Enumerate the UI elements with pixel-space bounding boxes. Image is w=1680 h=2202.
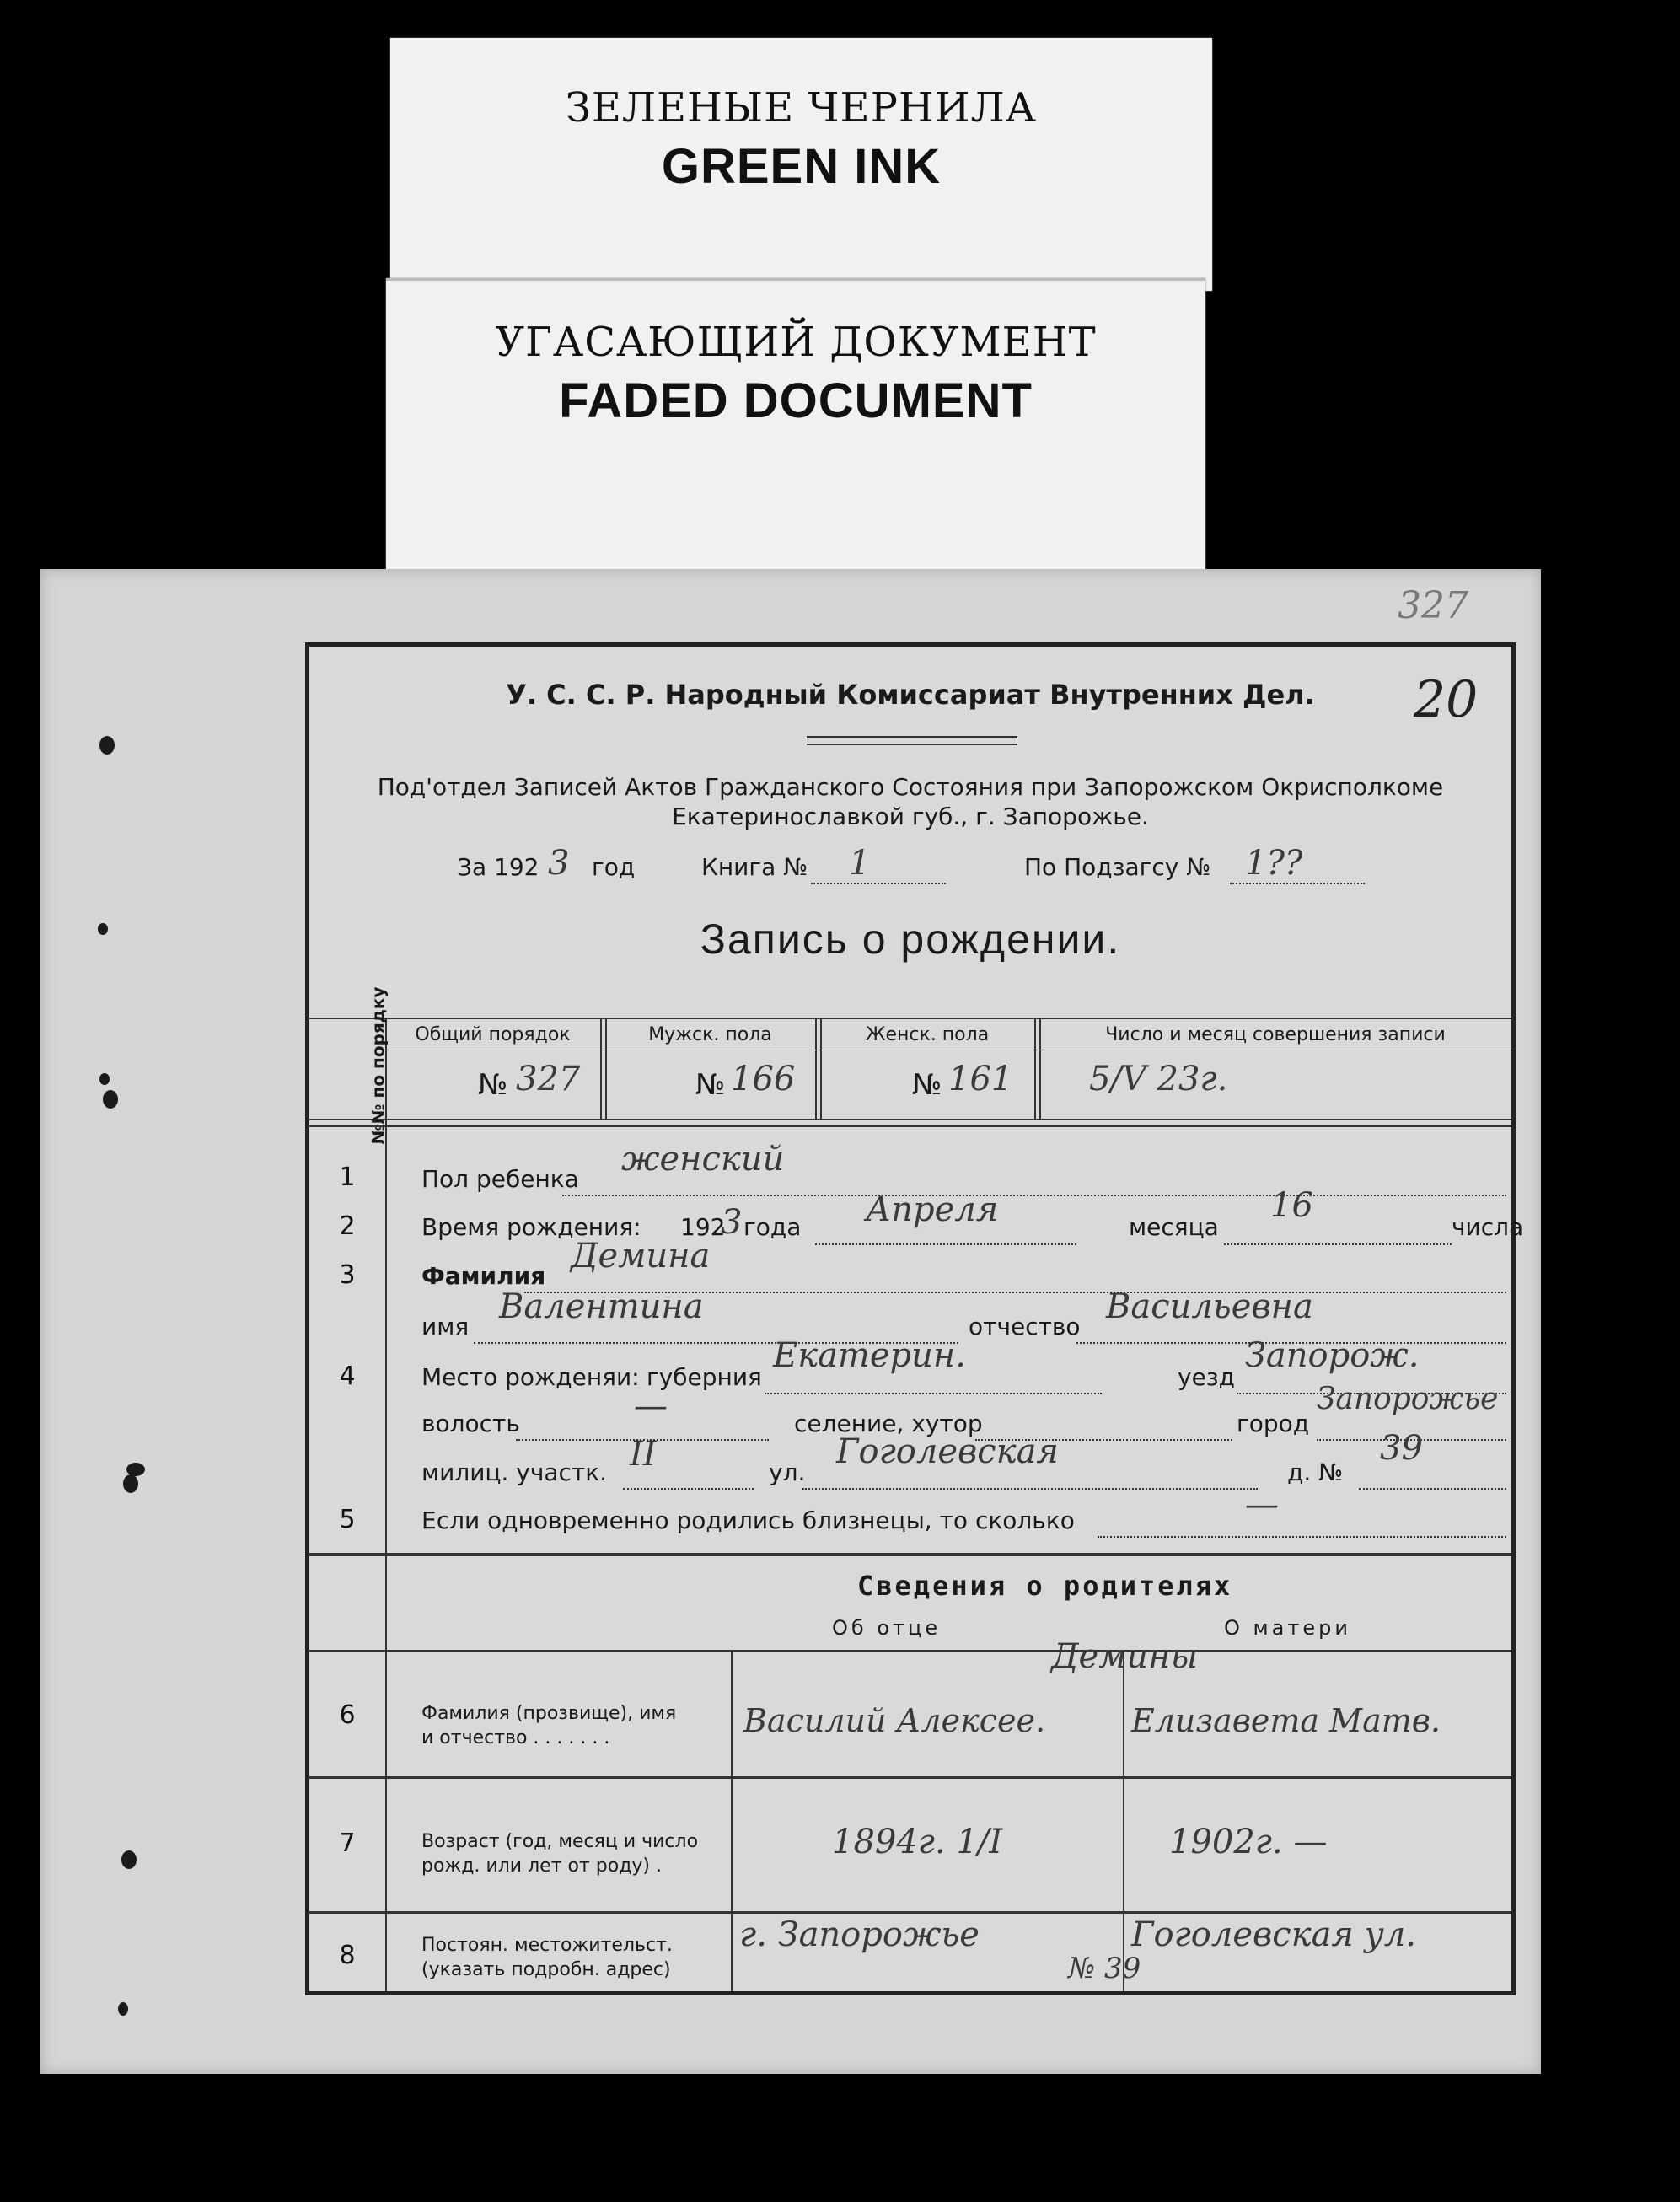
parents-title: Сведения о родителях <box>857 1570 1233 1602</box>
row-number: 5 <box>339 1505 356 1534</box>
binding-hole <box>99 1073 110 1085</box>
table-rule <box>309 1018 1511 1019</box>
district-handwritten: Запорож. <box>1245 1336 1420 1375</box>
volost-handwritten: — <box>634 1387 668 1426</box>
header-rule <box>807 736 1017 738</box>
birth-month-handwritten: Апреля <box>866 1190 999 1229</box>
police-district-field <box>623 1488 754 1490</box>
row-number: 2 <box>339 1211 356 1241</box>
table-rule <box>1034 1018 1036 1119</box>
table-rule <box>385 1018 387 1991</box>
birth-year-suffix: года <box>743 1213 802 1241</box>
birth-day-field <box>1224 1243 1452 1245</box>
parent-address-label-2: (указать подробн. адрес) <box>421 1959 671 1980</box>
birth-day-label: числа <box>1452 1213 1524 1241</box>
row-number: 1 <box>339 1163 356 1192</box>
surname-label: Фамилия <box>421 1262 546 1290</box>
child-sex-label: Пол ребенка <box>421 1165 579 1193</box>
binding-hole <box>121 1850 137 1869</box>
birth-time-label: Время рождения: <box>421 1213 641 1241</box>
binding-hole <box>98 923 108 935</box>
subregistry-label: По Подзагсу № <box>1024 853 1211 881</box>
table-rule <box>309 1911 1511 1914</box>
general-number: 327 <box>516 1060 581 1098</box>
father-address-handwritten: г. Запорожье <box>739 1915 980 1954</box>
female-number-prefix: № <box>912 1068 942 1102</box>
binding-hole <box>99 736 115 755</box>
parent-age-label-2: рожд. или лет от роду) . <box>421 1856 662 1877</box>
year-label: За 192 <box>457 853 539 881</box>
col-header-female: Женск. пола <box>865 1024 990 1045</box>
col-header-male: Мужск. пола <box>648 1024 772 1045</box>
parent-name-label-2: и отчество . . . . . . . <box>421 1727 610 1748</box>
binding-hole <box>123 1474 138 1493</box>
house-label: д. № <box>1287 1458 1344 1486</box>
patronymic-label: отчество <box>969 1313 1081 1340</box>
birth-record-form <box>305 642 1524 1995</box>
book-handwritten: 1 <box>849 844 871 883</box>
province-handwritten: Екатерин. <box>773 1336 966 1375</box>
twins-field <box>1098 1536 1506 1538</box>
parent-address-label-1: Постоян. местожительст. <box>421 1935 673 1956</box>
table-rule <box>731 1650 733 1991</box>
city-handwritten: Запорожье <box>1317 1382 1499 1416</box>
binding-hole <box>103 1090 118 1109</box>
table-rule <box>600 1018 602 1119</box>
father-age-handwritten: 1894г. 1/I <box>832 1823 1003 1861</box>
subregistry-field <box>1230 883 1365 884</box>
green-ink-label-en: GREEN INK <box>661 139 942 194</box>
child-sex-field <box>562 1195 1506 1196</box>
mother-address-handwritten: Гоголевская ул. <box>1131 1915 1417 1954</box>
volost-label: волость <box>421 1410 520 1437</box>
house-field <box>1359 1488 1506 1490</box>
mother-age-handwritten: 1902г. — <box>1169 1823 1328 1861</box>
street-label: ул. <box>769 1458 806 1486</box>
surname-handwritten: Демина <box>571 1237 711 1276</box>
twins-label: Если одновременно родились близнецы, то сколько <box>421 1506 1075 1534</box>
faded-document-label-en: FADED DOCUMENT <box>559 373 1033 428</box>
table-rule <box>309 1553 1511 1556</box>
parent-age-label-1: Возраст (год, месяц и число <box>421 1831 699 1852</box>
mother-name-handwritten: Елизавета Матв. <box>1131 1702 1441 1739</box>
record-title: Запись о рождении. <box>700 916 1121 963</box>
year-handwritten: 3 <box>548 844 570 883</box>
book-field <box>811 883 946 884</box>
province-field <box>765 1393 1102 1394</box>
pencil-page-number: 327 <box>1398 584 1468 627</box>
col-header-general: Общий порядок <box>415 1024 571 1045</box>
house-handwritten: 39 <box>1380 1429 1423 1468</box>
numbers-side-header: №№ по порядку <box>368 986 389 1145</box>
father-name-handwritten: Василий Алексее. <box>743 1702 1046 1739</box>
row-number: 3 <box>339 1260 356 1290</box>
street-handwritten: Гоголевская <box>836 1432 1059 1471</box>
row-number: 7 <box>339 1829 356 1858</box>
year-suffix: год <box>592 853 636 881</box>
header-title: У. С. С. Р. Народный Комиссариат Внутренних Дел. <box>506 679 1315 711</box>
birth-day-handwritten: 16 <box>1270 1186 1313 1225</box>
parent-name-label-1: Фамилия (прозвище), имя <box>421 1703 677 1724</box>
table-rule <box>309 1119 1511 1120</box>
general-number-prefix: № <box>478 1068 508 1102</box>
police-district-label: милиц. участк. <box>421 1458 608 1486</box>
birthplace-label: Место рожденяи: <box>421 1363 640 1391</box>
record-date: 5/V 23г. <box>1089 1060 1228 1098</box>
subdepartment-line-2: Екатеринославкой губ., г. Запорожье. <box>672 803 1149 830</box>
birth-year-handwritten: 3 <box>721 1203 743 1242</box>
subregistry-handwritten: 1?? <box>1245 844 1303 883</box>
province-label: губерния <box>647 1363 762 1391</box>
male-number-prefix: № <box>695 1068 726 1102</box>
male-number: 166 <box>731 1060 796 1098</box>
binding-hole <box>118 2002 128 2016</box>
father-column-header: Об отце <box>832 1616 942 1640</box>
female-number: 161 <box>948 1060 1013 1098</box>
first-name-handwritten: Валентина <box>499 1287 704 1326</box>
table-rule <box>309 1776 1511 1779</box>
faded-document-label <box>386 278 1205 572</box>
child-sex-handwritten: женский <box>621 1140 785 1179</box>
book-label: Книга № <box>701 853 808 881</box>
corner-mark: 20 <box>1414 670 1479 729</box>
table-rule <box>815 1018 817 1119</box>
first-name-label: имя <box>421 1313 470 1340</box>
table-rule <box>309 1125 1511 1127</box>
row-number: 4 <box>339 1361 356 1391</box>
table-rule <box>1123 1650 1124 1991</box>
col-header-date: Число и месяц совершения записи <box>1105 1024 1446 1045</box>
birth-year-label: 192 <box>680 1213 726 1241</box>
green-ink-label-ru: ЗЕЛЕНЫЕ ЧЕРНИЛА <box>566 84 1037 132</box>
subdepartment-line-1: Под'отдел Записей Актов Гражданского Состояния при Запорожском Окрисполкоме <box>377 773 1444 801</box>
mother-column-header: О матери <box>1224 1616 1351 1640</box>
twins-handwritten: — <box>1245 1485 1279 1524</box>
village-label: селение, хутор <box>794 1410 983 1437</box>
row-number: 8 <box>339 1941 356 1970</box>
row-number: 6 <box>339 1700 356 1730</box>
street-field <box>802 1488 1258 1490</box>
police-district-handwritten: II <box>630 1435 657 1474</box>
birth-month-label: месяца <box>1129 1213 1219 1241</box>
parents-surname-handwritten: Демины <box>1051 1637 1199 1676</box>
district-label: уезд <box>1178 1363 1236 1391</box>
house-number-handwritten: № 39 <box>1068 1952 1141 1985</box>
birth-month-field <box>815 1243 1076 1245</box>
city-label: город <box>1237 1410 1310 1437</box>
table-rule <box>309 1650 1511 1652</box>
faded-document-label-ru: УГАСАЮЩИЙ ДОКУМЕНТ <box>495 319 1097 366</box>
header-rule <box>807 744 1017 745</box>
patronymic-handwritten: Васильевна <box>1106 1287 1313 1326</box>
green-ink-label <box>390 38 1212 291</box>
